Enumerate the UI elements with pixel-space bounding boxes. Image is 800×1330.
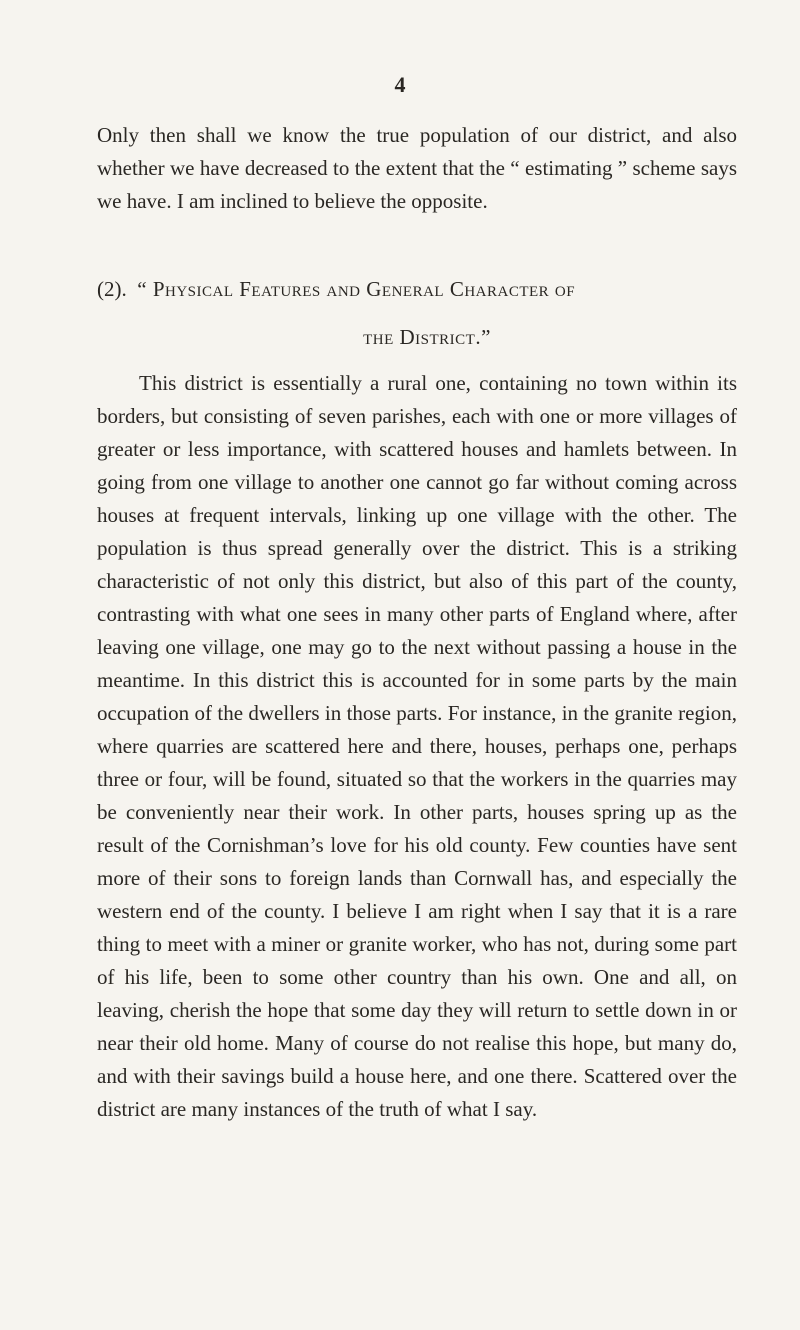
section-title-line2: the District.” xyxy=(363,325,491,349)
section-heading-line1 xyxy=(97,265,737,313)
section-title-line1: “ Physical Features and General Character of xyxy=(137,277,576,301)
section-number: (2). xyxy=(97,277,127,301)
page-number: 4 xyxy=(394,72,406,97)
body-paragraph: This district is essentially a rural one, containing no town within its borders, but consisting of seven parishes, each with one or more villages of greater or less importance, with scattered houses and hamlets between. In going from one village to another one cannot go far without coming across houses at frequent intervals, linking up one village with the other. The population is thus spread generally over the district. This is a striking characteristic of not only this district, but also of this part of the county, contrasting with what one sees in many other parts of England where, after leaving one village, one may go to the next without passing a house in the meantime. In this district this is accounted for in some parts by the main occupation of the dwellers in those parts. For instance, in the granite region, where quarries are scattered here and there, houses, perhaps one, perhaps three or four, will be found, situated so that the workers in the quarries may be conveniently near their work. In other parts, houses spring up as the result of the Cornishman’s love for his old county. Few counties have sent more of their sons to foreign lands than Cornwall has, and especially the western end of the county. I believe I am right when I say that it is a rare thing to meet with a miner or granite worker, who has not, during some part of his life, been to some other country than his own. One and all, on leaving, cherish the hope that some day they will return to settle down in or near their old home. Many of course do not realise this hope, but many do, and with their savings build a house here, and one there. Scattered over the district are many instances of the truth of what I say. xyxy=(97,371,737,1121)
section-heading xyxy=(97,265,737,361)
intro-paragraph: Only then shall we know the true population of our district, and also whether we have decreased to the extent that the “ estimating ” scheme says we have. I am inclined to believe the opposite. xyxy=(97,123,737,213)
